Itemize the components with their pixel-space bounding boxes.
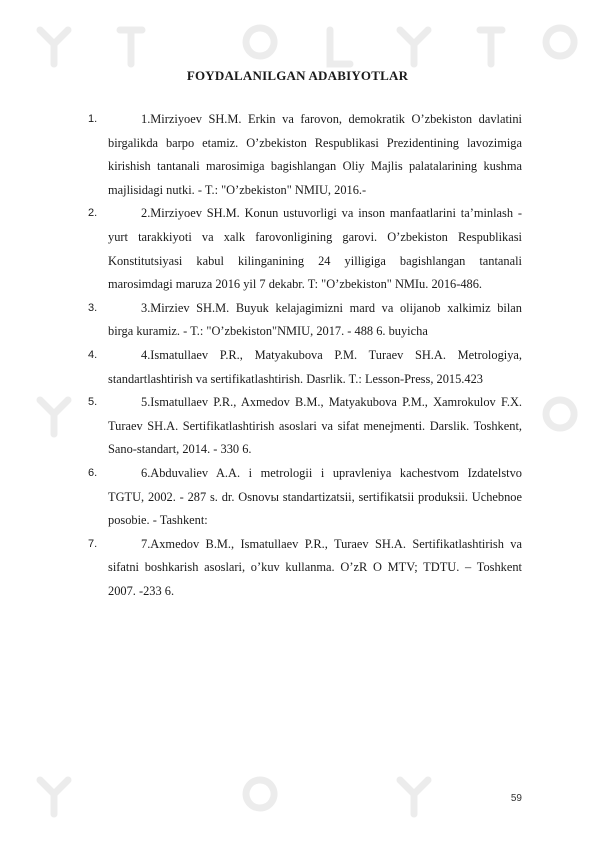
reference-item [88,297,522,344]
reference-item [88,462,522,533]
reference-text: 6.Abduvaliev A.A. i metrologii i upravleniya kachestvom Izdatelstvo TGTU, 2002. - 287 s. dr. Osnovы standartizatsii, sertifikatsii produksii. Uchebnoe posobie. - Tashkent: [108,465,522,528]
page-title: FOYDALANILGAN ADABIYOTLAR [186,68,409,83]
reference-number: 4. [88,348,98,361]
reference-text: 1.Mirziyoev SH.M. Erkin va farovon, demokratik O’zbekiston davlatini birgalikda barpo etamiz. O’zbekiston Respublikasi Prezidentining lavozimiga kirishish tantanali marosimiga bagishlangan Oliy Majlis palatalarining kushma majlisidagi nutki. - T.: "O’zbekiston" NMIU, 2016.- [108,112,522,197]
reference-item [88,344,522,391]
reference-number: 6. [88,466,98,479]
reference-list [88,108,522,603]
reference-number: 7. [88,537,98,550]
reference-number: 1. [88,113,98,125]
reference-item [88,108,522,202]
reference-item [88,202,522,296]
reference-item [88,391,522,462]
reference-text: 2.Mirziyoev SH.M. Konun ustuvorligi va inson manfaatlarini ta’minlash - yurt tarakkiyoti va xalk farovonligining garovi. O’zbekiston Respublikasi Konstitutsiyasi kabul kilinganining 24 yilligiga bagishlangan tantanali marosimdagi maruza 2016 yil 7 dekabr. T: "O’zbekiston" NMIu. 2016-486. [108,206,522,292]
reference-text: 5.Ismatullaev P.R., Axmedov B.M., Matyakubova P.M., Xamrokulov F.X. Turaev SH.A. Sertifikatlashtirish asoslari va sifat menejmenti. Darslik. Toshkent, Sano-standart, 2014. - 330 6. [108,395,522,457]
page-number: 59 [510,793,522,804]
reference-text: 3.Mirziev SH.M. Buyuk kelajagimizni mard va olijanob xalkimiz bilan birga kuramiz. - T.: "O’zbekiston"NMIU, 2017. - 488 6. buyicha [108,300,522,339]
reference-number: 5. [88,396,98,409]
reference-item [88,533,522,604]
reference-text: 4.Ismatullaev P.R., Matyakubova P.M. Turaev SH.A. Metrologiya, standartlashtirish va sertifikatlashtirish. Dasrlik. T.: Lesson-Press, 2015.423 [108,347,522,386]
reference-number: 2. [88,207,98,220]
reference-number: 3. [88,301,98,314]
reference-text: 7.Axmedov B.M., Ismatullaev P.R., Turaev SH.A. Sertifikatlashtirish va sifatni boshkarish asoslari, o’kuv kullanma. O’zR O MTV; TDTU. – Toshkent 2007. -233 6. [108,536,522,598]
